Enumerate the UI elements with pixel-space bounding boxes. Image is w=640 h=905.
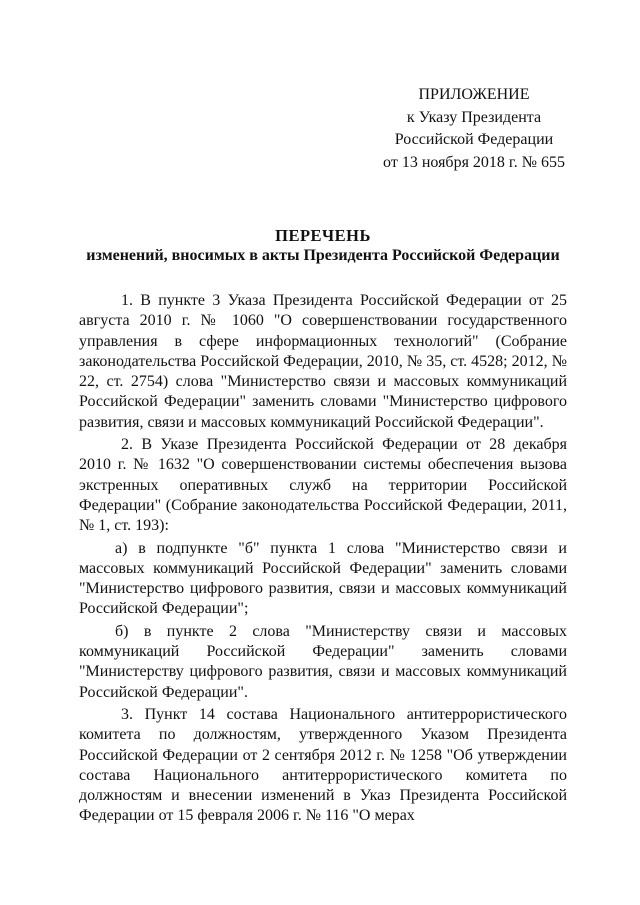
paragraph-subitem-b: б) в пункте 2 слова "Министерству связи и массовых коммуникаций Российской Федерации" заменить словами "Министерству цифрового развития, связи и массовых коммуникаций Российской Федерации". [79, 622, 567, 701]
paragraph-subitem-a: а) в подпункте "б" пункта 1 слова "Министерство связи и массовых коммуникаций Российской Федерации" заменить словами "Министерство цифрового развития, связи и массовых коммуникаций Российской Федерации"; [79, 539, 567, 618]
document-body [79, 291, 567, 827]
list-subtitle: изменений, вносимых в акты Президента Российской Федерации [86, 247, 560, 264]
paragraph-item-1: 1. В пункте 3 Указа Президента Российской Федерации от 25 августа 2010 г. № 1060 "О совершенствовании государственного управления в сфере информационных технологий" (Собрание законодательства Российской Федерации, 2010, № 35, ст. 4528; 2012, № 22, ст. 2754) слова "Министерство связи и массовых коммуникаций Российской Федерации" заменить словами "Министерство цифрового развития, связи и массовых коммуникаций Российской Федерации". [79, 292, 567, 431]
list-title: ПЕРЕЧЕНЬ [275, 226, 371, 245]
annex-line-decree: к Указу Президента [406, 108, 542, 126]
annex-line-date: от 13 ноября 2018 г. № 655 [383, 153, 565, 171]
annex-line-federation: Российской Федерации [394, 131, 554, 148]
annex-title: ПРИЛОЖЕНИЕ [418, 86, 530, 103]
annex-block [374, 84, 574, 174]
paragraph-item-3: 3. Пункт 14 состава Национального антитеррористического комитета по должностям, утвержденного Указом Президента Российской Федерации от 2 сентября 2012 г. № 1258 "Об утверждении состава Национального антитеррористического комитета по должностям и внесении изменений в Указ Президента Российской Федерации от 15 февраля 2006 г. № 116 "О мерах [79, 705, 567, 825]
paragraph-item-2: 2. В Указе Президента Российской Федерации от 28 декабря 2010 г. № 1632 "О совершенствовании системы обеспечения вызова экстренных оперативных служб на территории Российской Федерации" (Собрание законодательства Российской Федерации, 2011, № 1, ст. 193): [79, 436, 567, 535]
